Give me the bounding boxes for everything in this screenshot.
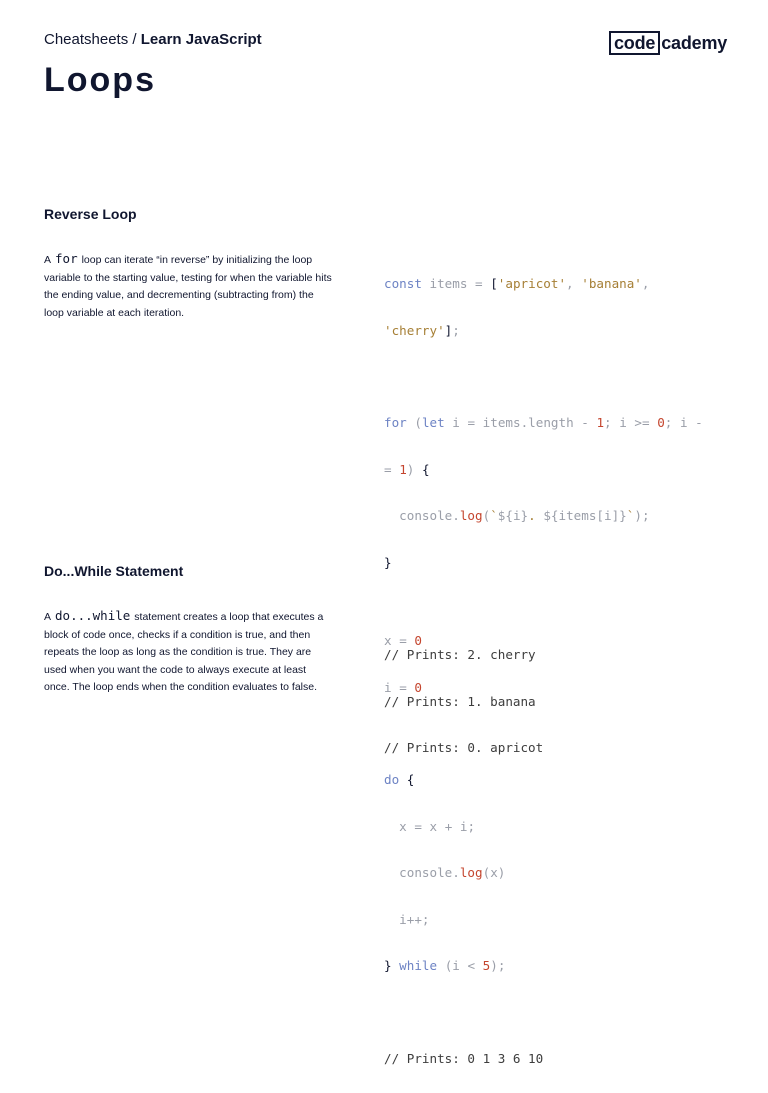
code-comment-line: // Prints: 0. apricot xyxy=(384,740,544,756)
code-line: = 1) { xyxy=(384,461,430,477)
code-line: x = 0 xyxy=(384,633,422,649)
breadcrumb xyxy=(44,31,262,49)
section-heading-reverse-loop: Reverse Loop xyxy=(44,206,137,222)
breadcrumb-separator: / xyxy=(128,31,141,48)
code-line-blank xyxy=(384,1000,724,1023)
code-line: for (let i = items.length - 1; i >= 0; i - xyxy=(384,415,703,431)
desc-text-pre: A xyxy=(44,611,52,623)
logo-rest-text: cademy xyxy=(661,32,728,53)
code-line: } while (i < 5); xyxy=(384,958,506,974)
desc-text-pre: A xyxy=(44,254,52,266)
code-line: console.log(`${i}. ${items[i]}`); xyxy=(399,508,650,524)
section-description-reverse-loop xyxy=(44,250,334,322)
code-line-blank xyxy=(384,722,724,745)
code-comment-line: // Prints: 2. cherry xyxy=(384,647,536,663)
code-line: } xyxy=(384,554,392,570)
code-line: x = x + i; xyxy=(399,818,476,834)
code-comment-line: // Prints: 1. banana xyxy=(384,693,536,709)
code-line-blank xyxy=(384,365,724,388)
codecademy-logo[interactable] xyxy=(609,31,727,55)
section-heading-do-while: Do...While Statement xyxy=(44,563,184,579)
desc-inline-code: for xyxy=(55,251,78,266)
code-comment-line: // Prints: 0 1 3 6 10 xyxy=(384,1050,544,1066)
breadcrumb-current[interactable]: Learn JavaScript xyxy=(140,31,262,48)
code-line: 'cherry']; xyxy=(384,322,460,338)
logo-box-text: code xyxy=(609,31,660,55)
section-description-do-while xyxy=(44,607,334,697)
code-line: const items = ['apricot', 'banana', xyxy=(384,276,650,292)
desc-text-post: statement creates a loop that executes a block of code once, checks if a condition is true, and then repeats the loop as long as the condition is true. They are used when you want the code to always execute at least once. The loop ends when the condition evaluates to false. xyxy=(44,611,324,694)
breadcrumb-root-link[interactable]: Cheatsheets xyxy=(44,31,129,48)
code-line: i = 0 xyxy=(384,679,422,695)
code-line: console.log(x) xyxy=(399,865,506,881)
code-line: i++; xyxy=(399,911,430,927)
desc-text-post: loop can iterate “in reverse” by initializing the loop variable to the starting value, testing for when the variable hits the ending value, and decrementing (subtracting from) the loop variable at each iteration. xyxy=(44,254,332,319)
code-line: do { xyxy=(384,772,415,788)
page-title: Loops xyxy=(44,61,156,99)
code-block-do-while xyxy=(384,606,724,1093)
desc-inline-code: do...while xyxy=(55,608,131,623)
